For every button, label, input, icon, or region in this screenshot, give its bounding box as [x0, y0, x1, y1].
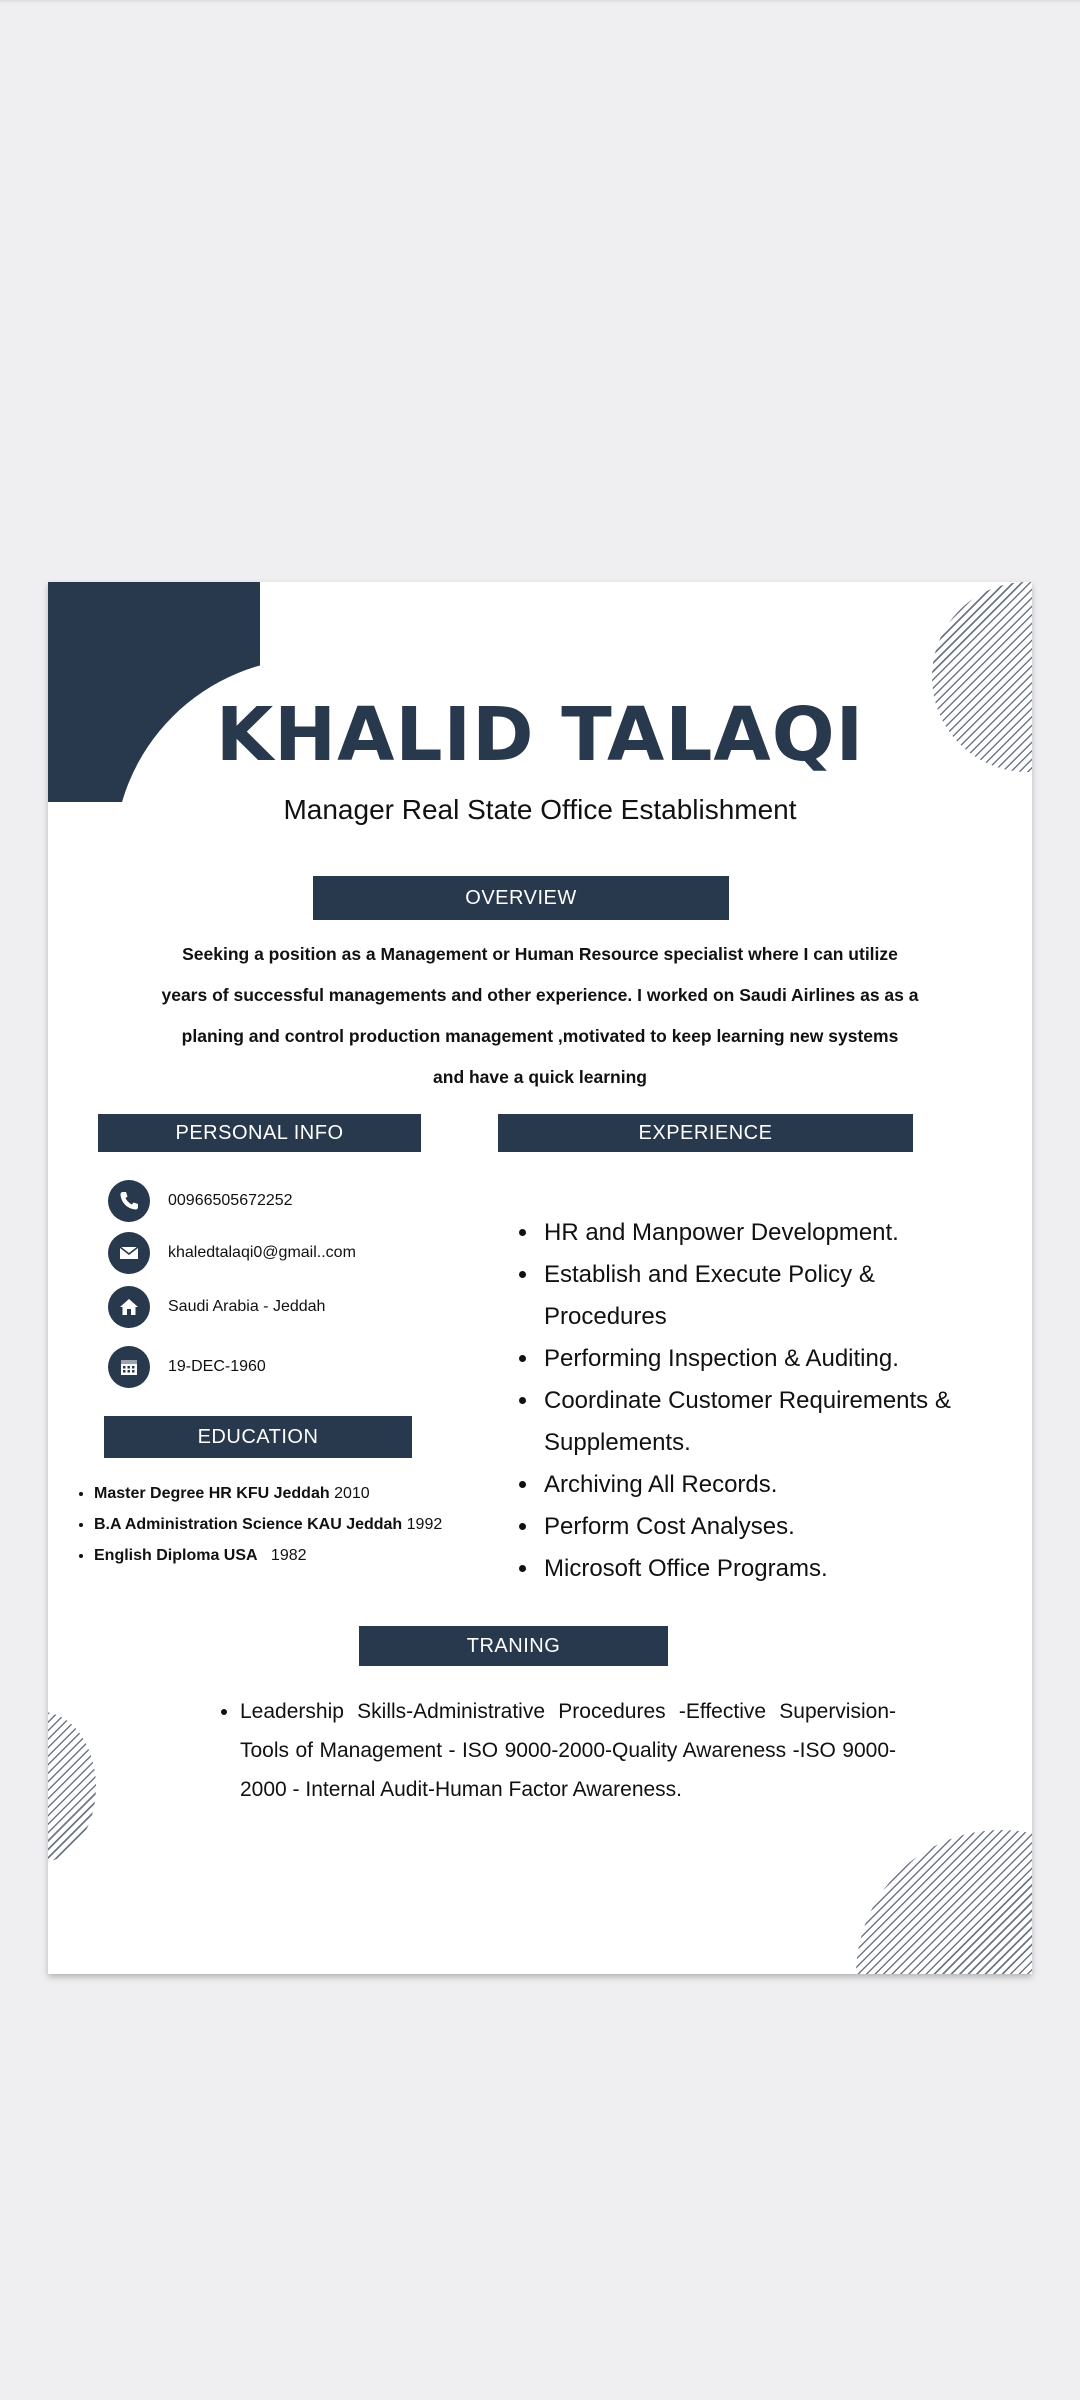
- home-icon: [108, 1286, 150, 1328]
- experience-item: • Performing Inspection & Auditing.: [540, 1338, 1000, 1380]
- resume-page: [48, 582, 1032, 1974]
- training-list: [216, 1692, 896, 1809]
- hatch-circle-bottom-right: [856, 1830, 1032, 1974]
- top-shadow: [0, 0, 1080, 4]
- phone-icon: [108, 1180, 150, 1222]
- calendar-icon: [108, 1346, 150, 1388]
- contact-email-text: khaledtalaqi0@gmail..com: [168, 1244, 356, 1261]
- overview-line: and have a quick learning: [433, 1067, 647, 1087]
- overview-line: planing and control production management ,motivated to keep learning new systems: [181, 1026, 899, 1046]
- contact-birthdate-text: 19-DEC-1960: [168, 1358, 266, 1375]
- education-heading: EDUCATION: [104, 1416, 412, 1458]
- contact-address: [108, 1286, 325, 1328]
- mail-icon: [108, 1232, 150, 1274]
- candidate-name: KHALID TALAQI: [215, 692, 865, 778]
- education-item: • Master Degree HR KFU Jeddah 2010: [94, 1478, 442, 1509]
- overview-line: Seeking a position as a Management or Human Resource specialist where I can utilize: [182, 944, 898, 964]
- hatch-circle-left: [48, 1712, 96, 1862]
- candidate-title: Manager Real State Office Establishment: [283, 794, 797, 825]
- education-item: • English Diploma USA 1982: [94, 1540, 442, 1571]
- contact-birthdate: [108, 1346, 266, 1388]
- overview-heading: OVERVIEW: [313, 876, 729, 920]
- contact-email: [108, 1232, 356, 1274]
- experience-item: • Archiving All Records.: [540, 1464, 1000, 1506]
- experience-item: • Establish and Execute Policy & Procedures: [540, 1254, 1000, 1338]
- experience-list: [516, 1212, 1000, 1590]
- experience-heading: EXPERIENCE: [498, 1114, 913, 1152]
- personal-info-heading: PERSONAL INFO: [98, 1114, 421, 1152]
- training-item: • Leadership Skills-Administrative Procedures -Effective Supervision-Tools of Management - ISO 9000-2000-Quality Awareness -ISO 9000-2000 - Internal Audit-Human Factor Awareness.: [240, 1692, 896, 1809]
- contact-phone: [108, 1180, 293, 1222]
- experience-item: • Microsoft Office Programs.: [540, 1548, 1000, 1590]
- experience-item: • HR and Manpower Development.: [540, 1212, 1000, 1254]
- overview-text: [152, 934, 928, 1098]
- experience-item: • Coordinate Customer Requirements & Supplements.: [540, 1380, 1000, 1464]
- overview-line: years of successful managements and other experience. I worked on Saudi Airlines as as a: [161, 985, 919, 1005]
- contact-address-text: Saudi Arabia - Jeddah: [168, 1298, 326, 1315]
- training-heading: TRANING: [359, 1626, 668, 1666]
- experience-item: • Perform Cost Analyses.: [540, 1506, 1000, 1548]
- contact-phone-text: 00966505672252: [168, 1192, 293, 1209]
- education-list: [70, 1478, 442, 1571]
- education-item: • B.A Administration Science KAU Jeddah 1992: [94, 1509, 442, 1540]
